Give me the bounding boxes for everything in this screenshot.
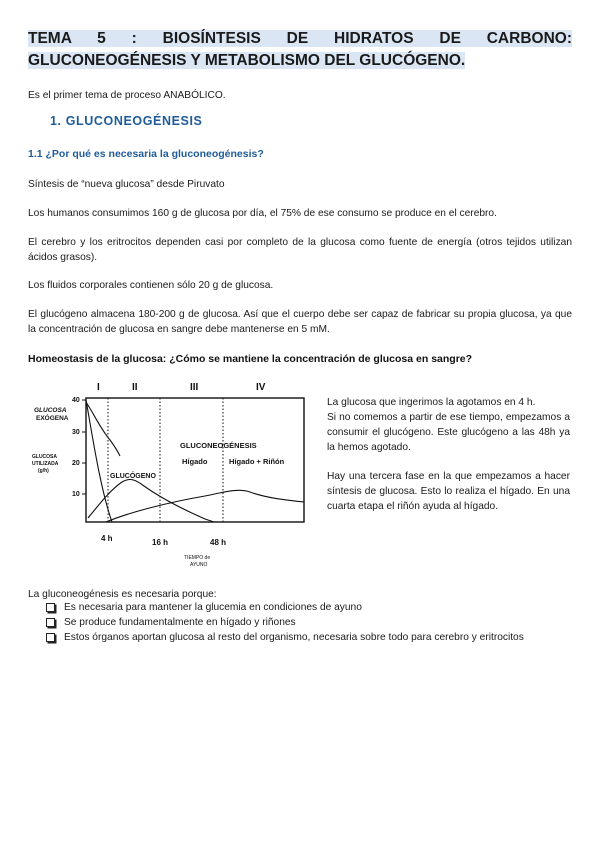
svg-text:AYUNO: AYUNO (190, 562, 208, 568)
series-line-gluconeogenesis (106, 490, 304, 522)
checkbox-bullet-icon (46, 618, 55, 627)
homeostasis-heading: Homeostasis de la glucosa: ¿Cómo se mantiene la concentración de glucosa en sangre? (28, 353, 473, 365)
y-tick-label: 10 (72, 491, 80, 498)
document-title (28, 28, 572, 72)
side-paragraph: La glucosa que ingerimos la agotamos en 4 h. (327, 397, 536, 408)
annotation-liver: Hígado (182, 457, 208, 466)
phase-label: III (190, 382, 199, 393)
glucose-homeostasis-chart (30, 378, 320, 570)
x-tick-label: 4 h (101, 534, 113, 543)
list-item: Se produce fundamentalmente en hígado y riñones (46, 615, 524, 630)
paragraph: El cerebro y los eritrocitos dependen casi por completo de la glucosa como fuente de energía (otros tejidos utilizan ácidos grasos). (28, 237, 572, 263)
checkbox-bullet-icon (46, 603, 55, 612)
paragraph: Síntesis de “nueva glucosa” desde Piruvato (28, 179, 225, 190)
paragraph: Los fluidos corporales contienen sólo 20 g de glucosa. (28, 280, 274, 291)
phase-label: II (132, 382, 138, 393)
y-axis-label: GLUCOSA (32, 454, 57, 460)
annotation-glycogen: GLUCÓGENO (110, 473, 156, 480)
title-line-1: TEMA 5 : BIOSÍNTESIS DE HIDRATOS DE CARBONO: (28, 30, 572, 47)
phase-label: IV (256, 382, 266, 393)
annotation-gluconeogenesis: GLUCONEOGÉNESIS (180, 441, 257, 450)
title-line-2: GLUCONEOGÉNESIS Y METABOLISMO DEL GLUCÓGENO. (28, 52, 466, 69)
checkbox-bullet-icon (46, 633, 55, 642)
phase-label: I (97, 382, 100, 393)
intro-text: Es el primer tema de proceso ANABÓLICO. (28, 90, 226, 101)
list-item: Es necesaria para mantener la glucemia en condiciones de ayuno (46, 600, 524, 615)
series-line-glycogen (88, 479, 214, 522)
y-tick-label: 30 (72, 429, 80, 436)
x-axis-label: TIEMPO de (184, 555, 211, 561)
x-tick-label: 16 h (152, 538, 169, 547)
side-paragraph: Si no comemos a partir de ese tiempo, empezamos a consumir el glucógeno. Este glucógeno a las 48h ya la hemos agotado. (327, 412, 570, 453)
subsection-heading: 1.1 ¿Por qué es necesaria la gluconeogénesis? (28, 148, 264, 160)
side-paragraph: Hay una tercera fase en la que empezamos a hacer síntesis de glucosa. Esto lo realiza el hígado. En una cuarta etapa el riñón ayuda al hígado. (327, 471, 570, 512)
y-tick-label: 20 (72, 460, 80, 467)
svg-text:(g/h): (g/h) (38, 468, 49, 474)
paragraph: Los humanos consumimos 160 g de glucosa por día, el 75% de ese consumo se produce en el cerebro. (28, 208, 497, 219)
svg-text:EXÓGENA: EXÓGENA (36, 415, 69, 422)
annotation-exogenous: GLUCOSA (34, 407, 67, 414)
reasons-list (46, 600, 524, 645)
section-heading-gluconeogenesis: 1. GLUCONEOGÉNESIS (50, 114, 203, 128)
list-item: Estos órganos aportan glucosa al resto del organismo, necesaria sobre todo para cerebro y eritrocitos (46, 630, 524, 645)
y-tick-label: 40 (72, 397, 80, 404)
annotation-liver-kidney: Hígado + Riñón (229, 457, 285, 466)
x-tick-label: 48 h (210, 538, 227, 547)
svg-text:UTILIZADA: UTILIZADA (32, 461, 59, 467)
reasons-intro: La gluconeogénesis es necesaria porque: (28, 589, 217, 600)
paragraph: El glucógeno almacena 180-200 g de glucosa. Así que el cuerpo debe ser capaz de fabricar su propia glucosa, ya que la concentración de glucosa en sangre debe mantenerse en 5 mM. (28, 309, 572, 335)
